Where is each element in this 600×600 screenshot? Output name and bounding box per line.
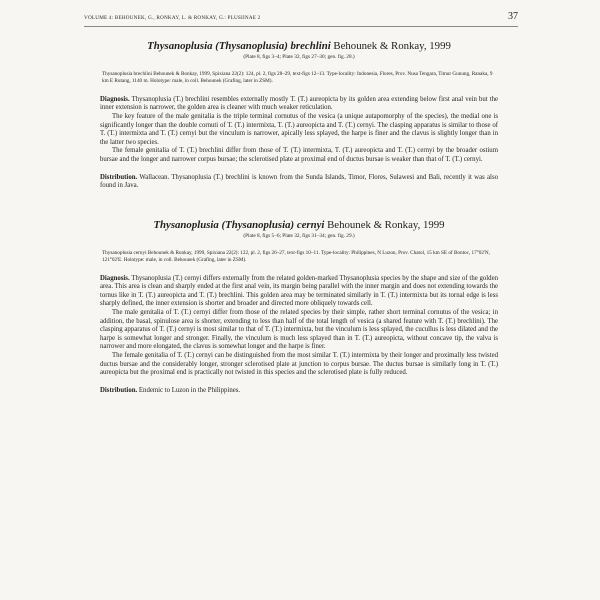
diagnosis-paragraph <box>100 275 498 309</box>
distribution-label: Distribution. <box>100 173 138 181</box>
male-genitalia-paragraph: The key feature of the male genitalia is the triple terminal cornutus of the vesica (a unique autapomorphy of the species), the medial one is significantly longer than the double cornuti of T. (T.) intermixta, T. (T.) aureopicta and T. (T.) cernyi. The clasping apparatus is similar to those of T. (T.) intermixta and T. (T.) cernyi but the vinculum is narrower, apically less splayed, the harpe is finer and the clavus is slightly longer than in the latter two species. <box>100 113 498 146</box>
main-content <box>100 40 498 395</box>
diagnosis-label: Diagnosis. <box>100 95 130 103</box>
species-citation: Thysanoplusia cernyi Behounek & Ronkay, 1999, Spixiana 22(2): 122, pl. 2, figs 26–27, text-figs 10–11. Type-locality: Philippines, N Luzon, Prov. Chatol, 15 km SE of Bontoc, 17°02'N, 121°02'E. Holotype: male, in coll. Behounek (Grafing, later in ZSM). <box>102 249 490 263</box>
species-name: Thysanoplusia (Thysanoplusia) cernyi <box>153 218 325 231</box>
distribution-text: Endemic to Luzon in the Philippines. <box>137 386 241 394</box>
species-section-brechlini <box>100 40 498 191</box>
diagnosis-paragraph <box>100 96 498 113</box>
species-plate-refs: (Plate 8, figs 5–6; Plate 32, figs 31–34; gen. fig. 29.) <box>243 232 355 239</box>
male-genitalia-paragraph: The male genitalia of T. (T.) cernyi differ from those of the related species by their simple, rather short terminal cornutus of the vesica; in addition, the basal, spinulose area is shorter, extending to less than half of the total length of vesica (a shared feature with T. (T.) brechlini). The clasping apparatus of T. (T.) cernyi is most similar to that of T. (T.) intermixta, but the vinculum is less splayed, the cucullus is less dilated and the harpe is somewhat longer and stronger. Finally, the vinculum is much less splayed than in T. (T.) aureopicta, without concave tip, the valva is narrower and more elongated, the clavus is somewhat longer and the harpe is finer. <box>100 308 498 351</box>
species-title <box>100 219 498 232</box>
distribution-paragraph <box>100 174 498 191</box>
species-author: Behounek & Ronkay, 1999 <box>330 40 451 52</box>
species-name: Thysanoplusia (Thysanoplusia) brechlini <box>147 40 331 52</box>
diagnosis-label: Diagnosis. <box>100 274 130 282</box>
species-plate-refs: (Plate 8, figs 3–4; Plate 32, figs 27–30; gen. fig. 28.) <box>243 54 355 60</box>
female-genitalia-paragraph: The female genitalia of T. (T.) brechlini differ from those of T. (T.) intermixta, T. (T.) aureopicta and T. (T.) cernyi by the broader ostium bursae and the longer and narrower corpus bursae; the sclerotised plate at proximal end of ductus bursae is weaker than that of T. (T.) cernyi. <box>100 147 498 163</box>
species-section-cernyi <box>100 219 498 396</box>
diagnosis-text: Thysanoplusia (T.) brechlini resembles externally mostly T. (T.) aureopicta by its golden area extending below first anal vein but the inner extension is narrower, the golden area is cleaner with much weaker reticulation. <box>100 95 498 112</box>
distribution-text: Wallacean. Thysanoplusia (T.) brechlini is known from the Sunda Islands, Timor, Flores, Sulawesi and Bali, recently it was also found in Java. <box>100 173 498 190</box>
species-citation: Thysanoplusia brechlini Behounek & Ronkay, 1999, Spixiana 22(2): 124, pl. 2, figs 28–29, text-figs 12–13. Type-locality: Indonesia, Flores, Prov. Nusa Tengara, Timur Gunung, Ranaka, 9 km E Rutang, 1140 m. Holotype: male, in coll. Behounek (Grafing, later in ZSM). <box>102 71 493 84</box>
female-genitalia-paragraph: The female genitalia of T. (T.) cernyi can be distinguished from the most similar T. (T.) intermixta by their longer and proximally less twisted ductus bursae and the considerably longer, stronger sclerotised plate at junction to corpus bursae. The ductus bursae is similarly long in T. (T.) aureopicta but the proximal end is practically not twisted in this species and the sclerotised plate is fully reduced. <box>100 351 498 377</box>
running-head: VOLUME 4: BEHOUNEK, G., RONKAY, L. & RONKAY, G.: PLUSIINAE 2 <box>84 15 261 21</box>
header-rule <box>84 26 518 27</box>
diagnosis-text: Thysanoplusia (T.) cernyi differs externally from the related golden-marked Thysanoplusia species by the shape and size of the golden area. This area is clean and sharply ended at the first anal vein, its margin being parallel with the inner margin and does not extending towards the tornus like in T. (T.) aureopicta and T. (T.) brechlini. This golden area may be terminated similarly in T. (T.) intermixta but its tornal edge is less sharply defined, the inner extension is shorter and broader and directed more obliquely towards cell. <box>100 274 498 308</box>
distribution-paragraph <box>100 387 498 396</box>
page-number: 37 <box>508 11 518 22</box>
species-title <box>100 40 498 53</box>
distribution-label: Distribution. <box>100 386 138 394</box>
species-author: Behounek & Ronkay, 1999 <box>324 218 445 231</box>
